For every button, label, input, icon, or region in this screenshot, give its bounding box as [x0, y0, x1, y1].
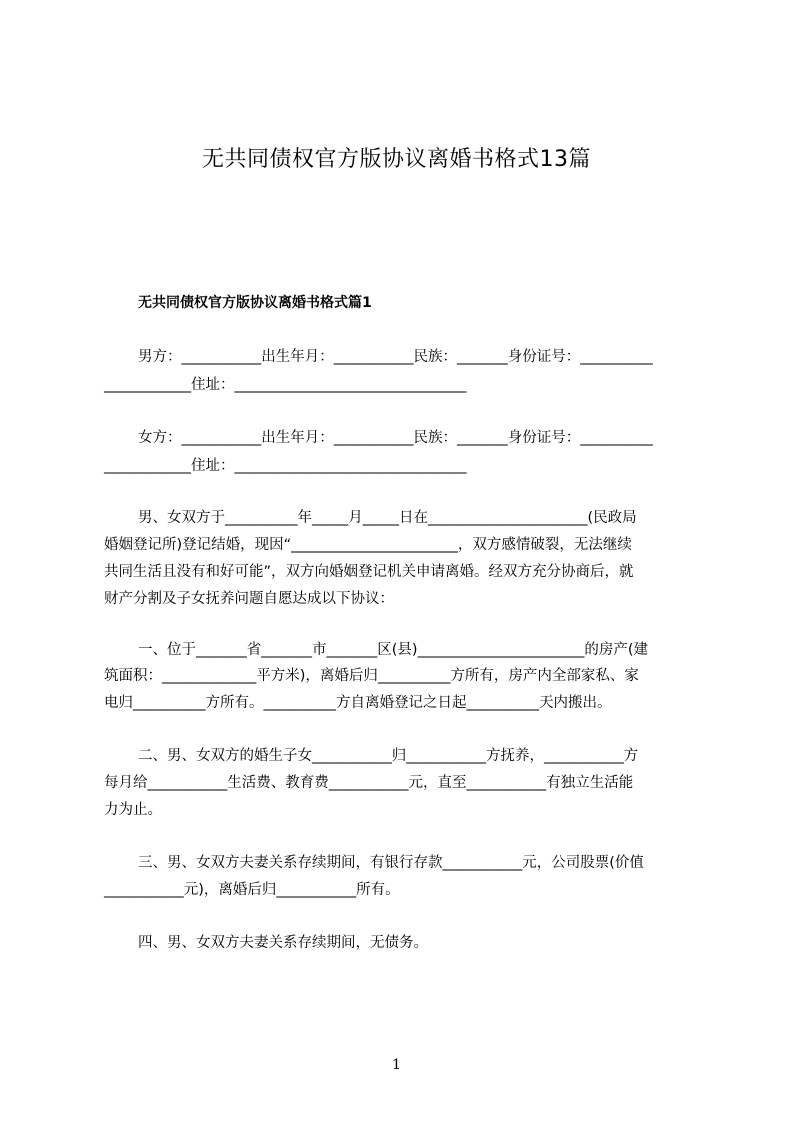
- paragraph-line: 婚姻登记所)登记结婚，现因“_______________________，双方感情破裂，无法继续: [104, 537, 632, 553]
- paragraph-line: ____________住址：________________________________: [104, 458, 467, 474]
- paragraph-line: 三、男、女双方夫妻关系存续期间，有银行存款___________元，公司股票(价值: [138, 855, 644, 871]
- paragraph-line: 每月给___________生活费、教育费___________元，直至___________有独立生活能: [104, 775, 634, 791]
- paragraph-line: 二、男、女双方的婚生子女___________归___________方抚养，___________方: [138, 748, 639, 764]
- page-number: 1: [392, 1057, 401, 1073]
- section-title: 无共同债权官方版协议离婚书格式篇1: [138, 295, 372, 311]
- paragraph-line: 共同生活且没有和好可能”，双方向婚姻登记机关申请离婚。经双方充分协商后，就: [104, 564, 634, 580]
- paragraph-line: ___________元)，离婚后归___________所有。: [104, 882, 400, 898]
- paragraph-line: 女方：___________出生年月：___________民族：_______身份证号：__________: [138, 430, 653, 446]
- document-title: 无共同债权官方版协议离婚书格式13篇: [202, 147, 591, 172]
- paragraph-line: 一、位于_______省_______市_______区(县)_______________________的房产(建: [138, 642, 648, 658]
- paragraph-line: 电归__________方所有。__________方自离婚登记之日起__________天内搬出。: [104, 695, 612, 711]
- paragraph-line: 力为止。: [104, 802, 162, 818]
- paragraph-line: 财产分割及子女抚养问题自愿达成以下协议：: [104, 591, 394, 607]
- paragraph-line: 男方：___________出生年月：___________民族：_______身份证号：__________: [138, 349, 653, 365]
- paragraph-line: ____________住址：________________________________: [104, 377, 467, 393]
- paragraph-line: 男、女双方于__________年_____月_____日在______________________(民政局: [138, 510, 637, 526]
- paragraph-line: 筑面积：_____________平方米)，离婚后归__________方所有，房产内全部家私、家: [104, 668, 639, 684]
- paragraph-line: 四、男、女双方夫妻关系存续期间，无债务。: [138, 935, 428, 951]
